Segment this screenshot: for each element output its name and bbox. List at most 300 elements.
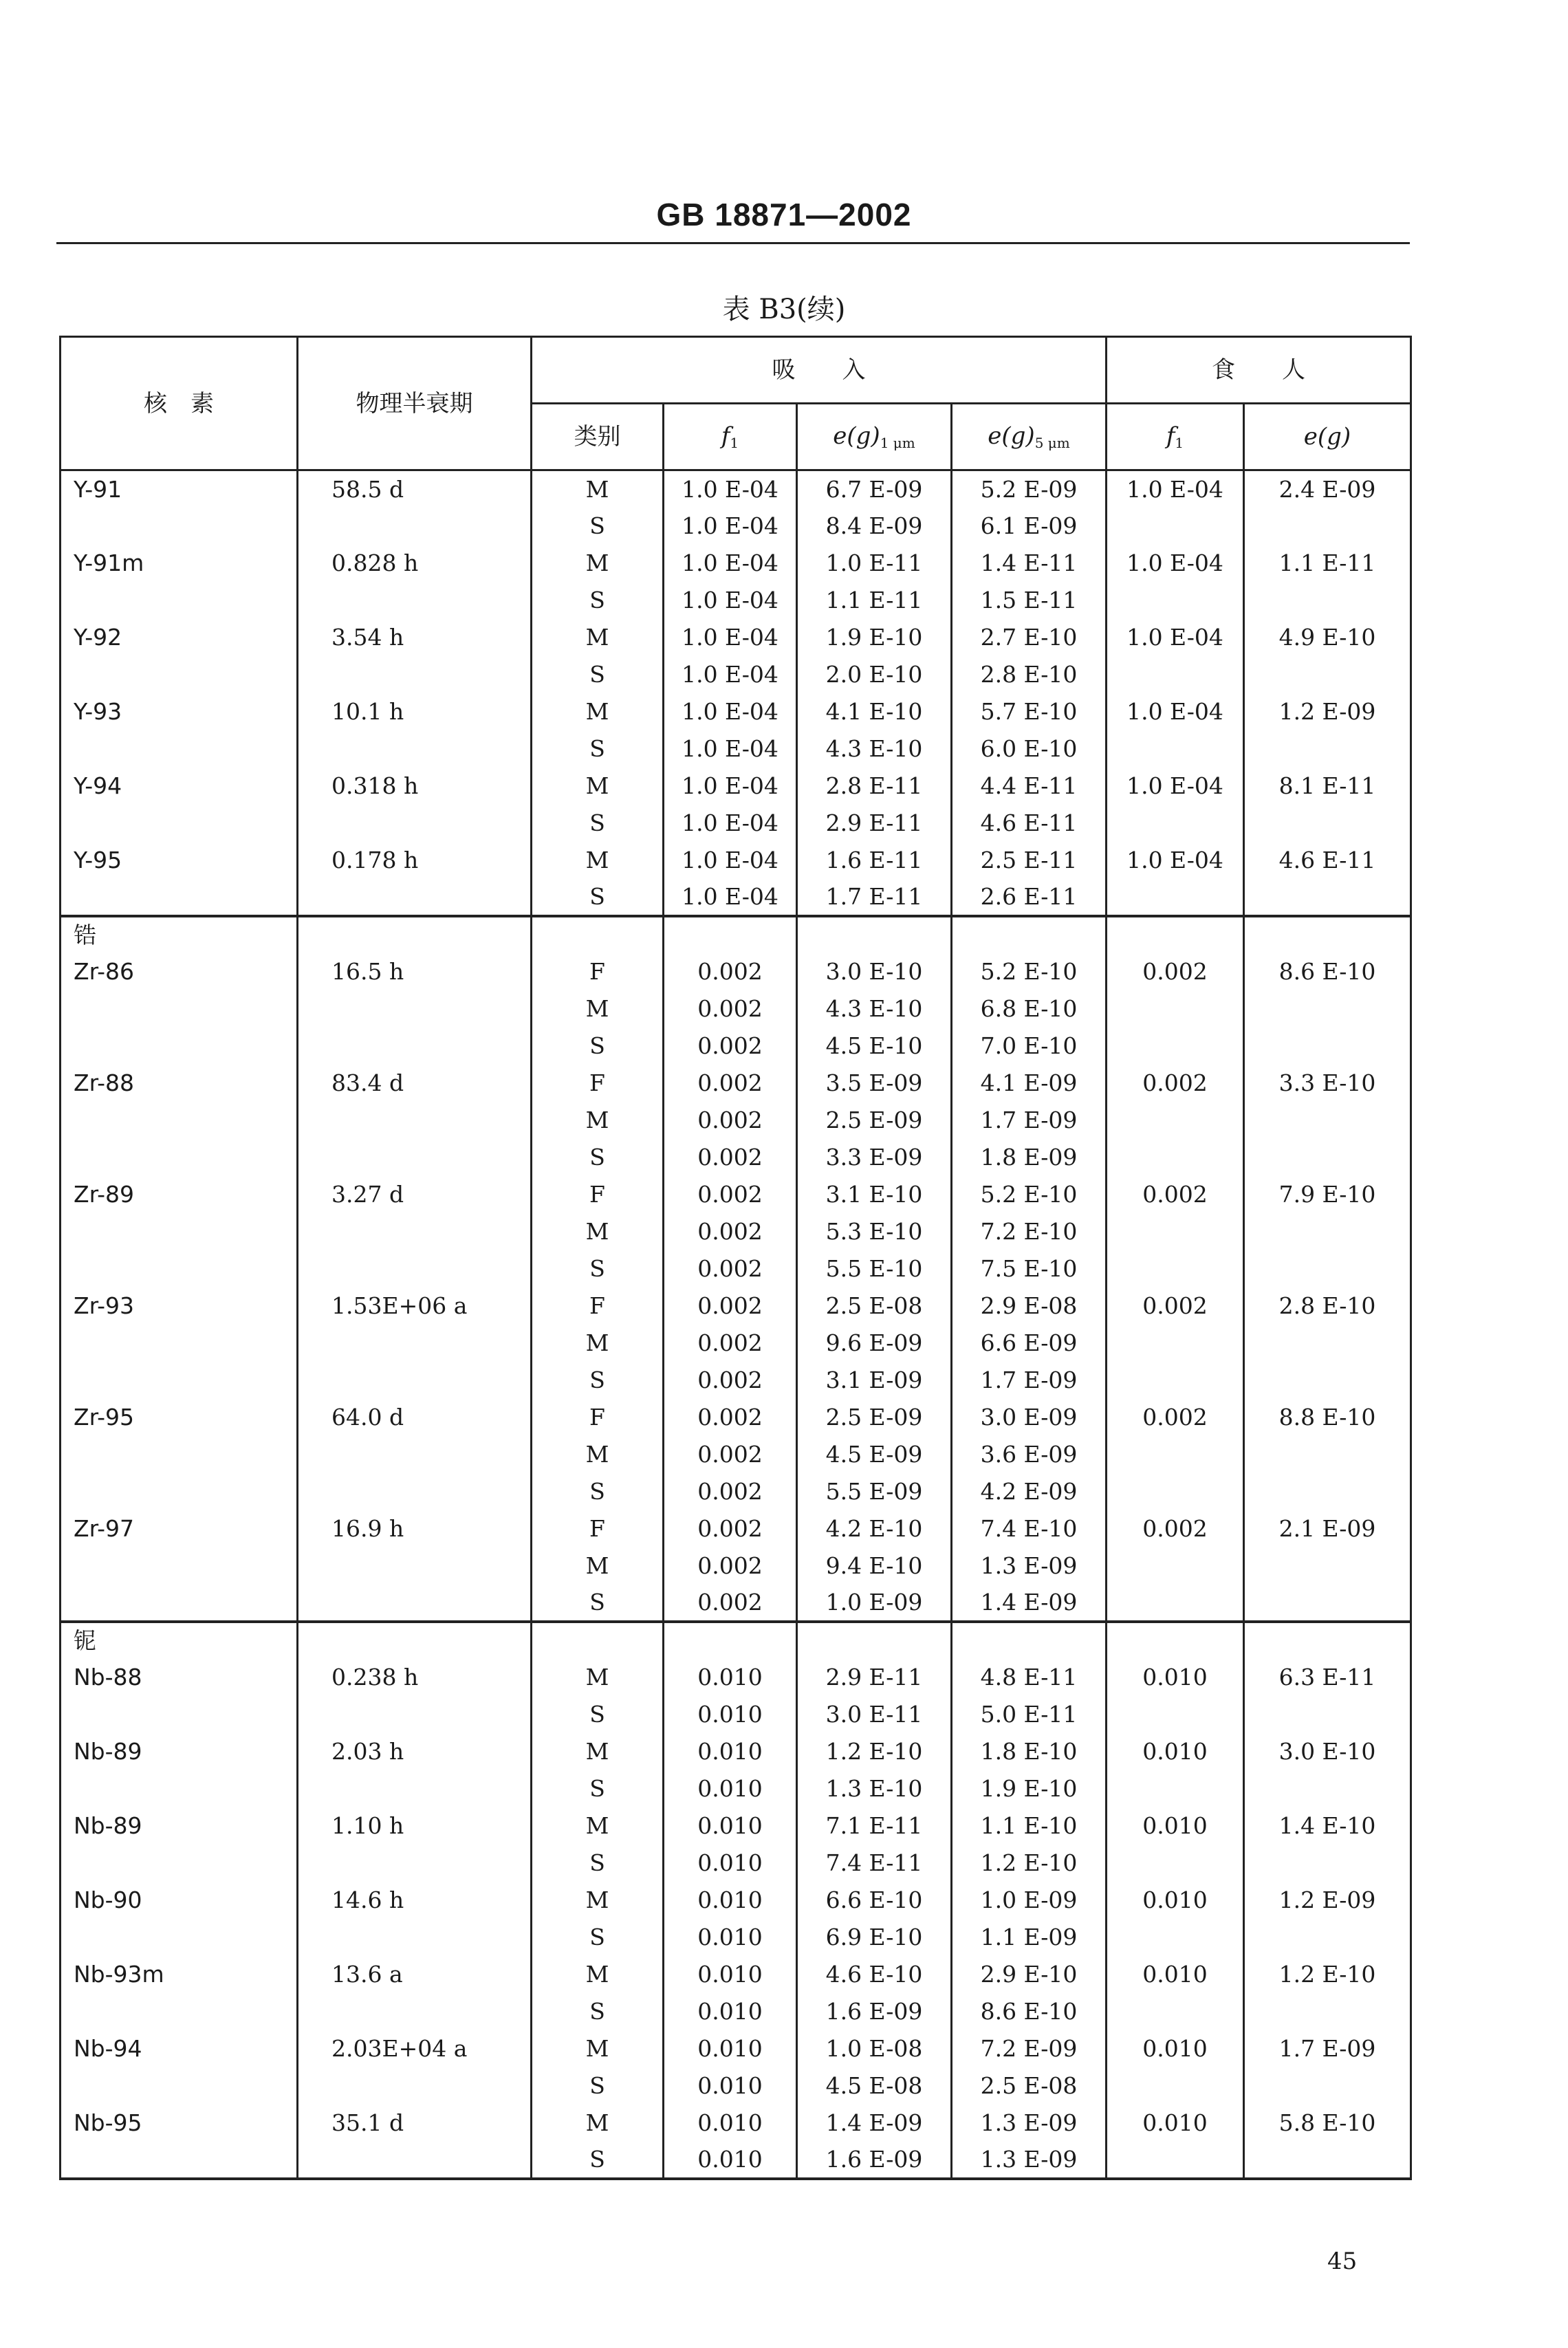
ingestion-f1 bbox=[1107, 1102, 1244, 1139]
ingestion-f1 bbox=[1107, 1770, 1244, 1807]
nuclide-name: Y-95 bbox=[61, 842, 298, 879]
absorption-type: M bbox=[532, 990, 664, 1028]
table-row bbox=[61, 1362, 1411, 1399]
half-life: 1.10 h bbox=[298, 1807, 532, 1845]
table-row bbox=[61, 582, 1411, 619]
ingestion-eg: 1.2 E-09 bbox=[1244, 693, 1411, 730]
eg-5um: 3.6 E-09 bbox=[952, 1436, 1107, 1473]
eg-5um: 7.2 E-10 bbox=[952, 1213, 1107, 1250]
ingestion-eg bbox=[1244, 1213, 1411, 1250]
half-life: 3.27 d bbox=[298, 1176, 532, 1213]
ingestion-eg: 1.1 E-11 bbox=[1244, 545, 1411, 582]
inhalation-f1: 0.010 bbox=[664, 1733, 797, 1770]
ingestion-f1 bbox=[1107, 582, 1244, 619]
document-header-title: GB 18871—2002 bbox=[656, 197, 912, 232]
half-life: 83.4 d bbox=[298, 1065, 532, 1102]
table-row bbox=[61, 1696, 1411, 1733]
eg-5um: 4.2 E-09 bbox=[952, 1473, 1107, 1510]
nuclide-name bbox=[61, 1362, 298, 1399]
ingestion-eg: 1.2 E-10 bbox=[1244, 1956, 1411, 1993]
ingestion-eg: 8.6 E-10 bbox=[1244, 953, 1411, 990]
inhalation-f1: 1.0 E-04 bbox=[664, 508, 797, 545]
inhalation-f1: 1.0 E-04 bbox=[664, 842, 797, 879]
ingestion-f1: 0.002 bbox=[1107, 953, 1244, 990]
half-life bbox=[298, 1325, 532, 1362]
absorption-type: S bbox=[532, 1473, 664, 1510]
column-header-inh-f1 bbox=[664, 404, 797, 470]
nuclide-name bbox=[61, 1102, 298, 1139]
eg-1um: 9.4 E-10 bbox=[797, 1547, 952, 1585]
eg-5um: 1.3 E-09 bbox=[952, 2105, 1107, 2142]
half-life bbox=[298, 2142, 532, 2179]
eg-5um: 5.0 E-11 bbox=[952, 1696, 1107, 1733]
eg-1um-subscript: 1 μm bbox=[880, 434, 915, 451]
eg-1um: 3.0 E-11 bbox=[797, 1696, 952, 1733]
eg-1um: 1.3 E-10 bbox=[797, 1770, 952, 1807]
eg-5um: 1.3 E-09 bbox=[952, 2142, 1107, 2179]
table-row bbox=[61, 1845, 1411, 1882]
eg-5um: 2.8 E-10 bbox=[952, 656, 1107, 693]
ingestion-f1: 0.010 bbox=[1107, 1807, 1244, 1845]
absorption-type: M bbox=[532, 1956, 664, 1993]
table-row bbox=[61, 619, 1411, 656]
f1-symbol: f bbox=[721, 422, 730, 450]
inhalation-f1: 0.002 bbox=[664, 1028, 797, 1065]
nuclide-name bbox=[61, 2067, 298, 2105]
inhalation-f1: 0.002 bbox=[664, 1585, 797, 1622]
ingestion-eg bbox=[1244, 730, 1411, 768]
ing-eg-symbol: e(g) bbox=[1303, 423, 1351, 450]
inhalation-f1: 1.0 E-04 bbox=[664, 805, 797, 842]
ingestion-eg: 3.3 E-10 bbox=[1244, 1065, 1411, 1102]
eg-1um: 6.6 E-10 bbox=[797, 1882, 952, 1919]
table-row bbox=[61, 1473, 1411, 1510]
ingestion-eg bbox=[1244, 1696, 1411, 1733]
half-life: 64.0 d bbox=[298, 1399, 532, 1436]
eg-5um: 2.5 E-11 bbox=[952, 842, 1107, 879]
absorption-type: M bbox=[532, 470, 664, 508]
nuclide-name: Y-93 bbox=[61, 693, 298, 730]
nuclide-name: Zr-95 bbox=[61, 1399, 298, 1436]
table-row bbox=[61, 1325, 1411, 1362]
table-row bbox=[61, 1065, 1411, 1102]
inhalation-f1: 0.010 bbox=[664, 1845, 797, 1882]
element-label: 锆 bbox=[61, 916, 298, 953]
f1-subscript: 1 bbox=[1175, 434, 1184, 451]
nuclide-name bbox=[61, 730, 298, 768]
table-row bbox=[61, 693, 1411, 730]
half-life: 0.828 h bbox=[298, 545, 532, 582]
dose-coefficient-table bbox=[59, 336, 1412, 2180]
half-life: 2.03 h bbox=[298, 1733, 532, 1770]
half-life bbox=[298, 1845, 532, 1882]
eg-symbol: e(g) bbox=[833, 422, 880, 450]
header-rule bbox=[56, 242, 1410, 244]
absorption-type: M bbox=[532, 1882, 664, 1919]
eg-1um: 5.5 E-09 bbox=[797, 1473, 952, 1510]
eg-5um: 7.0 E-10 bbox=[952, 1028, 1107, 1065]
ingestion-eg: 1.2 E-09 bbox=[1244, 1882, 1411, 1919]
absorption-type: M bbox=[532, 619, 664, 656]
ingestion-eg bbox=[1244, 805, 1411, 842]
nuclide-name: Y-94 bbox=[61, 768, 298, 805]
eg-1um: 1.0 E-09 bbox=[797, 1585, 952, 1622]
inhalation-f1: 1.0 E-04 bbox=[664, 879, 797, 916]
ingestion-f1: 1.0 E-04 bbox=[1107, 470, 1244, 508]
ingestion-eg bbox=[1244, 990, 1411, 1028]
ingestion-f1 bbox=[1107, 1436, 1244, 1473]
nuclide-name: Nb-95 bbox=[61, 2105, 298, 2142]
inhalation-f1: 0.002 bbox=[664, 1436, 797, 1473]
half-life bbox=[298, 1436, 532, 1473]
eg-1um: 1.4 E-09 bbox=[797, 2105, 952, 2142]
eg-1um: 3.3 E-09 bbox=[797, 1139, 952, 1176]
table-row bbox=[61, 1399, 1411, 1436]
half-life bbox=[298, 1770, 532, 1807]
eg-5um: 1.3 E-09 bbox=[952, 1547, 1107, 1585]
empty-cell bbox=[797, 1622, 952, 1659]
table-row bbox=[61, 1993, 1411, 2030]
absorption-type: S bbox=[532, 1696, 664, 1733]
eg-1um: 4.2 E-10 bbox=[797, 1510, 952, 1547]
eg-5um: 8.6 E-10 bbox=[952, 1993, 1107, 2030]
eg-1um: 3.0 E-10 bbox=[797, 953, 952, 990]
inhalation-f1: 0.010 bbox=[664, 2142, 797, 2179]
nuclide-name bbox=[61, 1139, 298, 1176]
inhalation-f1: 0.010 bbox=[664, 1807, 797, 1845]
empty-cell bbox=[1107, 1622, 1244, 1659]
eg-1um: 1.2 E-10 bbox=[797, 1733, 952, 1770]
half-life: 58.5 d bbox=[298, 470, 532, 508]
ingestion-f1: 0.010 bbox=[1107, 2030, 1244, 2067]
table-row bbox=[61, 1436, 1411, 1473]
half-life bbox=[298, 1213, 532, 1250]
absorption-type: M bbox=[532, 2105, 664, 2142]
eg-5um: 5.2 E-10 bbox=[952, 1176, 1107, 1213]
ingestion-eg bbox=[1244, 2142, 1411, 2179]
eg-1um: 1.0 E-08 bbox=[797, 2030, 952, 2067]
eg-5um: 1.7 E-09 bbox=[952, 1362, 1107, 1399]
ingestion-eg bbox=[1244, 1547, 1411, 1585]
absorption-type: S bbox=[532, 879, 664, 916]
absorption-type: S bbox=[532, 1770, 664, 1807]
eg-1um: 6.7 E-09 bbox=[797, 470, 952, 508]
inhalation-f1: 0.002 bbox=[664, 1102, 797, 1139]
eg-5um: 7.4 E-10 bbox=[952, 1510, 1107, 1547]
ingestion-eg bbox=[1244, 508, 1411, 545]
column-header-eg-5um bbox=[952, 404, 1107, 470]
absorption-type: S bbox=[532, 1139, 664, 1176]
eg-5um: 4.4 E-11 bbox=[952, 768, 1107, 805]
nuclide-name bbox=[61, 1919, 298, 1956]
eg-5um: 6.6 E-09 bbox=[952, 1325, 1107, 1362]
eg-1um: 2.8 E-11 bbox=[797, 768, 952, 805]
ingestion-f1: 0.010 bbox=[1107, 2105, 1244, 2142]
nuclide-name bbox=[61, 1325, 298, 1362]
ingestion-eg: 1.4 E-10 bbox=[1244, 1807, 1411, 1845]
half-life: 0.178 h bbox=[298, 842, 532, 879]
half-life bbox=[298, 1102, 532, 1139]
eg-5um: 1.8 E-10 bbox=[952, 1733, 1107, 1770]
nuclide-name: Nb-94 bbox=[61, 2030, 298, 2067]
absorption-type: M bbox=[532, 545, 664, 582]
eg-5um: 5.2 E-09 bbox=[952, 470, 1107, 508]
half-life bbox=[298, 805, 532, 842]
table-body bbox=[61, 470, 1411, 2179]
eg-1um: 2.9 E-11 bbox=[797, 805, 952, 842]
ingestion-eg: 8.1 E-11 bbox=[1244, 768, 1411, 805]
inhalation-f1: 0.002 bbox=[664, 1362, 797, 1399]
nuclide-name bbox=[61, 1473, 298, 1510]
inhalation-f1: 0.010 bbox=[664, 1770, 797, 1807]
half-life bbox=[298, 2067, 532, 2105]
inhalation-f1: 1.0 E-04 bbox=[664, 730, 797, 768]
ingestion-eg: 5.8 E-10 bbox=[1244, 2105, 1411, 2142]
half-life bbox=[298, 1919, 532, 1956]
absorption-type: M bbox=[532, 1325, 664, 1362]
empty-cell bbox=[664, 916, 797, 953]
absorption-type: S bbox=[532, 1028, 664, 1065]
eg-5um: 2.6 E-11 bbox=[952, 879, 1107, 916]
inhalation-f1: 0.002 bbox=[664, 990, 797, 1028]
eg-1um: 5.3 E-10 bbox=[797, 1213, 952, 1250]
inhalation-f1: 0.002 bbox=[664, 1213, 797, 1250]
nuclide-name bbox=[61, 1770, 298, 1807]
empty-cell bbox=[298, 1622, 532, 1659]
absorption-type: S bbox=[532, 1362, 664, 1399]
empty-cell bbox=[797, 916, 952, 953]
inhalation-f1: 0.010 bbox=[664, 1993, 797, 2030]
table-row bbox=[61, 1733, 1411, 1770]
absorption-type: S bbox=[532, 805, 664, 842]
eg-5um: 1.4 E-09 bbox=[952, 1585, 1107, 1622]
half-life bbox=[298, 1473, 532, 1510]
f1-symbol: f bbox=[1166, 422, 1175, 450]
absorption-type: S bbox=[532, 1585, 664, 1622]
eg-5um: 4.6 E-11 bbox=[952, 805, 1107, 842]
eg-5um: 2.7 E-10 bbox=[952, 619, 1107, 656]
ingestion-f1: 0.002 bbox=[1107, 1510, 1244, 1547]
nuclide-name: Zr-88 bbox=[61, 1065, 298, 1102]
ingestion-f1 bbox=[1107, 1993, 1244, 2030]
eg-1um: 2.5 E-09 bbox=[797, 1399, 952, 1436]
ingestion-f1: 0.002 bbox=[1107, 1287, 1244, 1325]
ingestion-eg bbox=[1244, 1250, 1411, 1287]
inhalation-f1: 0.002 bbox=[664, 1065, 797, 1102]
absorption-type: S bbox=[532, 2067, 664, 2105]
eg-5um: 4.1 E-09 bbox=[952, 1065, 1107, 1102]
inhalation-f1: 1.0 E-04 bbox=[664, 619, 797, 656]
nuclide-name bbox=[61, 1213, 298, 1250]
table-row bbox=[61, 1770, 1411, 1807]
half-life bbox=[298, 879, 532, 916]
half-life: 16.5 h bbox=[298, 953, 532, 990]
eg-1um: 2.9 E-11 bbox=[797, 1659, 952, 1696]
inhalation-f1: 0.002 bbox=[664, 953, 797, 990]
eg-1um: 1.9 E-10 bbox=[797, 619, 952, 656]
inhalation-f1: 1.0 E-04 bbox=[664, 545, 797, 582]
table-row bbox=[61, 1287, 1411, 1325]
ingestion-eg bbox=[1244, 1362, 1411, 1399]
table-row bbox=[61, 1919, 1411, 1956]
table-row bbox=[61, 730, 1411, 768]
nuclide-name: Nb-88 bbox=[61, 1659, 298, 1696]
half-life bbox=[298, 1696, 532, 1733]
inhalation-f1: 1.0 E-04 bbox=[664, 582, 797, 619]
inhalation-f1: 0.002 bbox=[664, 1510, 797, 1547]
table-row bbox=[61, 1659, 1411, 1696]
table-row bbox=[61, 1882, 1411, 1919]
eg-1um: 1.6 E-09 bbox=[797, 1993, 952, 2030]
nuclide-name: Nb-90 bbox=[61, 1882, 298, 1919]
ingestion-eg bbox=[1244, 2067, 1411, 2105]
half-life bbox=[298, 1139, 532, 1176]
eg-1um: 2.5 E-08 bbox=[797, 1287, 952, 1325]
ingestion-eg: 4.9 E-10 bbox=[1244, 619, 1411, 656]
absorption-type: S bbox=[532, 730, 664, 768]
empty-cell bbox=[532, 1622, 664, 1659]
ingestion-eg bbox=[1244, 1436, 1411, 1473]
element-label: 铌 bbox=[61, 1622, 298, 1659]
ingestion-f1: 0.010 bbox=[1107, 1956, 1244, 1993]
ingestion-eg bbox=[1244, 1585, 1411, 1622]
ingestion-eg bbox=[1244, 656, 1411, 693]
table-row bbox=[61, 2142, 1411, 2179]
ingestion-f1 bbox=[1107, 508, 1244, 545]
ingestion-f1 bbox=[1107, 730, 1244, 768]
half-life: 16.9 h bbox=[298, 1510, 532, 1547]
half-life: 13.6 a bbox=[298, 1956, 532, 1993]
eg-5um: 1.4 E-11 bbox=[952, 545, 1107, 582]
absorption-type: M bbox=[532, 842, 664, 879]
ingestion-f1: 1.0 E-04 bbox=[1107, 842, 1244, 879]
empty-cell bbox=[532, 916, 664, 953]
absorption-type: F bbox=[532, 1065, 664, 1102]
eg-symbol: e(g) bbox=[988, 422, 1035, 450]
column-header-ingestion: 食 人 bbox=[1107, 337, 1411, 404]
empty-cell bbox=[298, 916, 532, 953]
table-row bbox=[61, 2030, 1411, 2067]
empty-cell bbox=[952, 916, 1107, 953]
absorption-type: M bbox=[532, 1102, 664, 1139]
half-life: 10.1 h bbox=[298, 693, 532, 730]
nuclide-name: Zr-93 bbox=[61, 1287, 298, 1325]
ingestion-f1: 1.0 E-04 bbox=[1107, 768, 1244, 805]
inhalation-f1: 0.002 bbox=[664, 1287, 797, 1325]
nuclide-name bbox=[61, 508, 298, 545]
ingestion-f1 bbox=[1107, 1585, 1244, 1622]
ingestion-f1 bbox=[1107, 990, 1244, 1028]
table-row bbox=[61, 2067, 1411, 2105]
empty-cell bbox=[1107, 916, 1244, 953]
eg-1um: 4.6 E-10 bbox=[797, 1956, 952, 1993]
eg-5um: 2.9 E-10 bbox=[952, 1956, 1107, 1993]
absorption-type: M bbox=[532, 1807, 664, 1845]
table-row bbox=[61, 990, 1411, 1028]
inhalation-f1: 1.0 E-04 bbox=[664, 693, 797, 730]
f1-subscript: 1 bbox=[730, 434, 739, 451]
eg-5um: 5.2 E-10 bbox=[952, 953, 1107, 990]
eg-1um: 4.3 E-10 bbox=[797, 730, 952, 768]
table-row bbox=[61, 953, 1411, 990]
absorption-type: F bbox=[532, 953, 664, 990]
table-title: 表 B3(续) bbox=[722, 294, 846, 325]
absorption-type: F bbox=[532, 1287, 664, 1325]
table-row bbox=[61, 1102, 1411, 1139]
inhalation-f1: 0.002 bbox=[664, 1176, 797, 1213]
table-row bbox=[61, 545, 1411, 582]
ingestion-f1: 0.002 bbox=[1107, 1399, 1244, 1436]
page-number: 45 bbox=[1327, 2248, 1358, 2275]
table-row bbox=[61, 768, 1411, 805]
ingestion-eg bbox=[1244, 879, 1411, 916]
table-row bbox=[61, 1807, 1411, 1845]
half-life: 3.54 h bbox=[298, 619, 532, 656]
eg-5um: 4.8 E-11 bbox=[952, 1659, 1107, 1696]
eg-1um: 4.5 E-10 bbox=[797, 1028, 952, 1065]
ingestion-eg bbox=[1244, 1139, 1411, 1176]
table-row bbox=[61, 508, 1411, 545]
ingestion-eg bbox=[1244, 1845, 1411, 1882]
absorption-type: M bbox=[532, 1659, 664, 1696]
table-row bbox=[61, 805, 1411, 842]
ingestion-f1: 1.0 E-04 bbox=[1107, 545, 1244, 582]
eg-5um: 6.1 E-09 bbox=[952, 508, 1107, 545]
inhalation-f1: 0.010 bbox=[664, 1696, 797, 1733]
eg-5um: 1.5 E-11 bbox=[952, 582, 1107, 619]
nuclide-name: Nb-93m bbox=[61, 1956, 298, 1993]
nuclide-name: Zr-86 bbox=[61, 953, 298, 990]
eg-5um: 3.0 E-09 bbox=[952, 1399, 1107, 1436]
column-header-eg-1um bbox=[797, 404, 952, 470]
eg-1um: 7.4 E-11 bbox=[797, 1845, 952, 1882]
eg-1um: 3.5 E-09 bbox=[797, 1065, 952, 1102]
eg-1um: 1.7 E-11 bbox=[797, 879, 952, 916]
half-life: 1.53E+06 a bbox=[298, 1287, 532, 1325]
ingestion-f1 bbox=[1107, 879, 1244, 916]
nuclide-name bbox=[61, 1585, 298, 1622]
ingestion-f1 bbox=[1107, 1845, 1244, 1882]
inhalation-f1: 0.002 bbox=[664, 1325, 797, 1362]
ingestion-f1 bbox=[1107, 1362, 1244, 1399]
table-row bbox=[61, 1213, 1411, 1250]
half-life bbox=[298, 730, 532, 768]
eg-5um: 1.8 E-09 bbox=[952, 1139, 1107, 1176]
ingestion-eg bbox=[1244, 1919, 1411, 1956]
absorption-type: S bbox=[532, 656, 664, 693]
absorption-type: F bbox=[532, 1510, 664, 1547]
ingestion-eg: 8.8 E-10 bbox=[1244, 1399, 1411, 1436]
ingestion-f1 bbox=[1107, 1213, 1244, 1250]
inhalation-f1: 0.010 bbox=[664, 2105, 797, 2142]
inhalation-f1: 0.010 bbox=[664, 1659, 797, 1696]
eg-5um: 7.5 E-10 bbox=[952, 1250, 1107, 1287]
nuclide-name bbox=[61, 1993, 298, 2030]
table-row bbox=[61, 1250, 1411, 1287]
absorption-type: S bbox=[532, 508, 664, 545]
absorption-type: F bbox=[532, 1176, 664, 1213]
ingestion-f1 bbox=[1107, 1139, 1244, 1176]
half-life bbox=[298, 1028, 532, 1065]
nuclide-name: Nb-89 bbox=[61, 1733, 298, 1770]
half-life bbox=[298, 582, 532, 619]
half-life bbox=[298, 1547, 532, 1585]
inhalation-f1: 0.002 bbox=[664, 1547, 797, 1585]
absorption-type: S bbox=[532, 1250, 664, 1287]
eg-1um: 5.5 E-10 bbox=[797, 1250, 952, 1287]
half-life bbox=[298, 508, 532, 545]
eg-1um: 4.1 E-10 bbox=[797, 693, 952, 730]
